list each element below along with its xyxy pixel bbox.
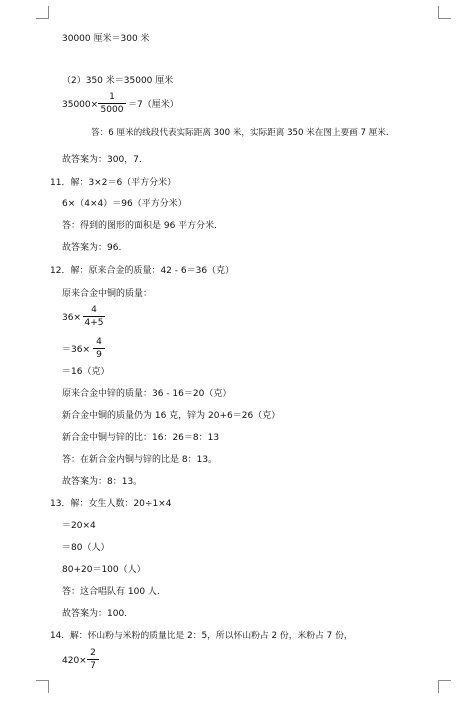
fraction-bar: [87, 659, 99, 660]
text-line: 原来合金中锌的质量：36 - 16＝20（克）: [62, 389, 232, 399]
question-line: 12．解：原来合金的质量：42 - 6＝36（克）: [50, 266, 235, 276]
question-line: 11．解：3×2＝6（平方分米）: [50, 178, 177, 188]
text-line: 故答案为：8：13。: [62, 477, 143, 487]
crop-mark-top-right: [438, 6, 451, 19]
text-line: 新合金中铜的质量仍为 16 克，锌为 20+6＝26（克）: [62, 411, 281, 421]
answer-line: 答：6 厘米的线段代表实际距离 300 米，实际距离 350 米在图上要画 7 厘米.: [91, 128, 389, 138]
text-line: （2）350 米＝35000 厘米: [62, 76, 174, 86]
text-line: ＝80（人）: [62, 543, 110, 553]
fraction: [83, 305, 105, 328]
fraction-bar: [83, 316, 105, 317]
question-line: 14．解：怀山粉与米粉的质量比是 2：5，所以怀山粉占 2 份，米粉占 7 份，: [50, 631, 353, 641]
text-line: ＝16（克）: [62, 367, 110, 377]
math-line-prefix: ＝36×: [62, 345, 90, 355]
fraction: [98, 92, 126, 115]
text-line: 原来合金中铜的质量：: [62, 289, 153, 299]
text-line: 故答案为：96.: [62, 243, 122, 253]
crop-mark-bottom-right: [438, 680, 451, 693]
fraction: [87, 648, 99, 671]
fraction-numerator: 4: [96, 337, 102, 347]
fraction-numerator: 2: [90, 648, 96, 658]
fraction-denominator: 9: [96, 350, 102, 360]
math-line-prefix: 35000×: [62, 100, 99, 110]
fraction-denominator: 7: [90, 661, 96, 671]
text-line: 30000 厘米＝300 米: [62, 34, 150, 44]
answer-line: 答：得到的图形的面积是 96 平方分米.: [62, 221, 218, 231]
text-line: 故答案为：100.: [62, 609, 128, 619]
answer-line: 答：这合唱队有 100 人.: [62, 587, 160, 597]
crop-mark-top-left: [36, 6, 49, 19]
text-line: 故答案为：300，7.: [62, 155, 142, 165]
math-line-suffix: ＝7（厘米）: [128, 100, 179, 110]
text-line: 80+20＝100（人）: [62, 565, 146, 575]
fraction-numerator: 1: [109, 92, 115, 102]
fraction-numerator: 4: [91, 305, 97, 315]
fraction-bar: [93, 348, 105, 349]
question-line: 13．解：女生人数：20÷1×4: [50, 499, 172, 509]
math-line-prefix: 36×: [62, 313, 81, 323]
fraction-denominator: 5000: [100, 105, 124, 115]
fraction-bar: [98, 103, 126, 104]
crop-mark-bottom-left: [36, 680, 49, 693]
text-line: 6×（4×4）＝96（平方分米）: [62, 199, 187, 209]
math-line-prefix: 420×: [62, 656, 87, 666]
fraction: [93, 337, 105, 360]
text-line: 新合金中铜与锌的比：16：26＝8：13: [62, 433, 220, 443]
answer-line: 答：在新合金内铜与锌的比是 8：13。: [62, 455, 218, 465]
fraction-denominator: 4+5: [84, 318, 104, 328]
text-line: ＝20×4: [62, 521, 96, 531]
